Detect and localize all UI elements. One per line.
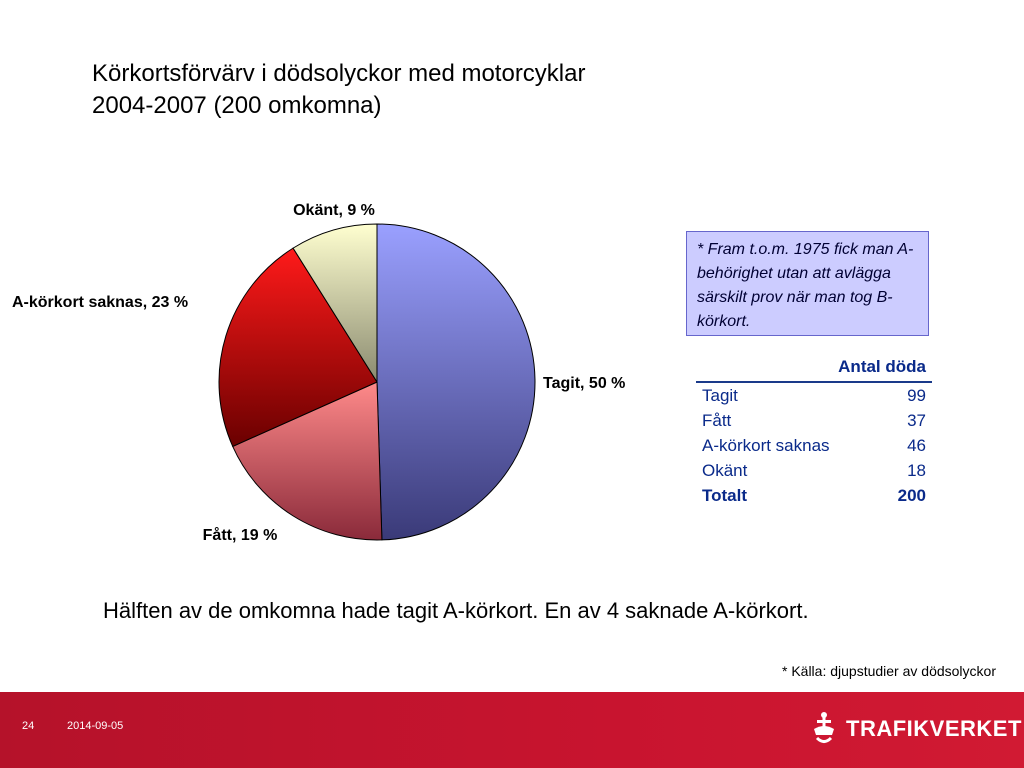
slide-number: 24 bbox=[22, 720, 35, 732]
table-total-row bbox=[696, 483, 932, 508]
brand-logo bbox=[808, 712, 1022, 746]
title-line-2: 2004-2007 (200 omkomna) bbox=[92, 92, 382, 119]
row-label: Tagit bbox=[702, 385, 738, 405]
summary-text: Hälften av de omkomna hade tagit A-körkort. En av 4 saknade A-körkort. bbox=[103, 598, 809, 623]
row-label: Fått bbox=[702, 410, 732, 430]
crown-icon bbox=[808, 709, 840, 749]
deaths-table bbox=[696, 355, 932, 508]
title-line-1: Körkortsförvärv i dödsolyckor med motorcyklar bbox=[92, 60, 586, 87]
table-row bbox=[696, 382, 932, 408]
pie-label-1: Tagit, 50 % bbox=[543, 375, 626, 392]
footer-bar bbox=[0, 692, 1024, 768]
row-value: 46 bbox=[907, 435, 926, 455]
pie-slice-1 bbox=[377, 224, 535, 540]
table-row bbox=[696, 433, 932, 458]
row-label: A-körkort saknas bbox=[702, 435, 830, 455]
pie-label-2: Fått, 19 % bbox=[202, 527, 278, 544]
row-value: 37 bbox=[907, 410, 926, 430]
note-box: * Fram t.o.m. 1975 fick man A-behörighet utan att avlägga särskilt prov när man tog B-körkort. bbox=[686, 231, 929, 336]
total-value: 200 bbox=[897, 485, 926, 505]
brand-name: TRAFIKVERKET bbox=[846, 716, 1022, 741]
table-row bbox=[696, 458, 932, 483]
source-note: * Källa: djupstudier av dödsolyckor bbox=[781, 663, 996, 679]
total-label: Totalt bbox=[702, 485, 748, 505]
pie-label-3: A-körkort saknas, 23 % bbox=[12, 294, 189, 311]
slide-date: 2014-09-05 bbox=[67, 720, 124, 732]
pie-label-4: Okänt, 9 % bbox=[293, 202, 375, 219]
row-value: 18 bbox=[907, 460, 926, 480]
row-value: 99 bbox=[907, 385, 926, 405]
row-label: Okänt bbox=[702, 460, 748, 480]
table-row bbox=[696, 408, 932, 433]
table-header: Antal döda bbox=[696, 355, 932, 382]
